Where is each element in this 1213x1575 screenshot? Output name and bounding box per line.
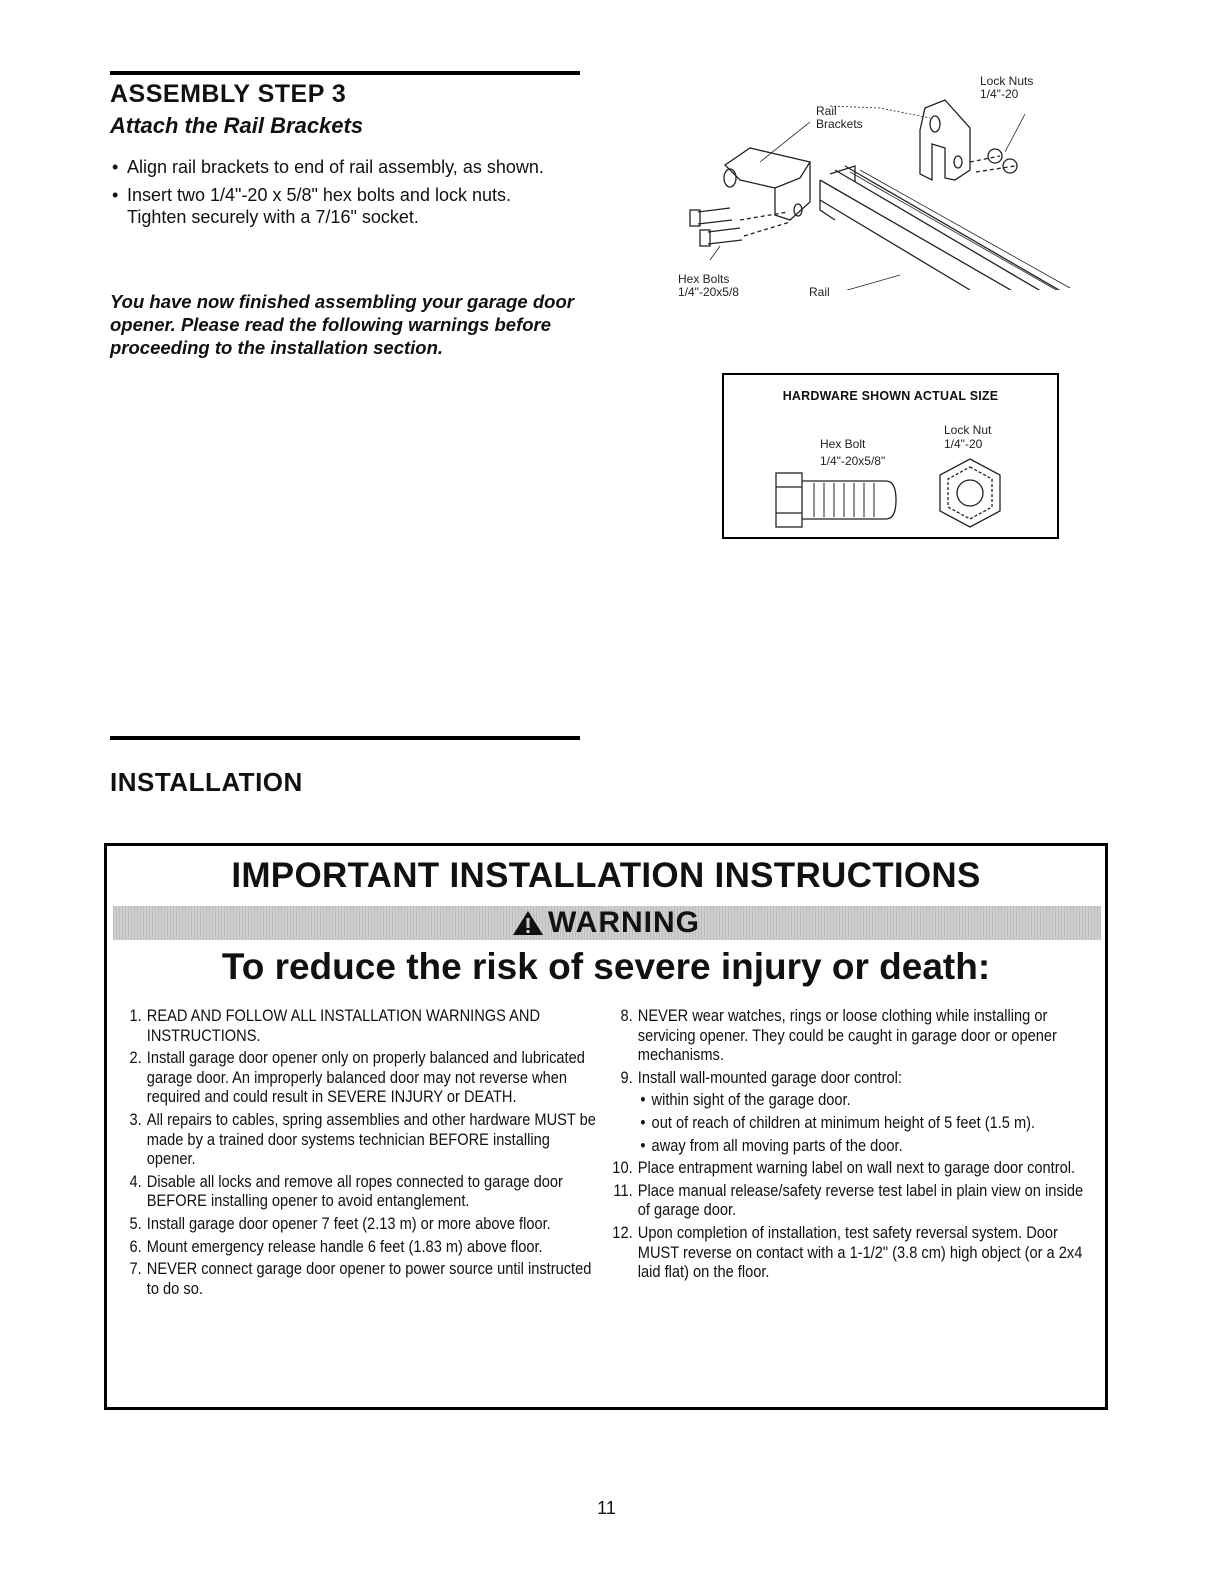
lock-nut-drawing (930, 455, 1010, 535)
hardware-box (722, 373, 1059, 539)
item-text: Disable all locks and remove all ropes connected to garage door BEFORE installing opener to avoid entanglement. (146, 1171, 563, 1211)
hardware-title: HARDWARE SHOWN ACTUAL SIZE (782, 389, 999, 403)
rail-label: Rail (809, 285, 830, 299)
lock-nut-label: Lock Nut (944, 423, 992, 437)
control-location-bullet: • within sight of the garage door. (612, 1090, 1099, 1110)
hex-bolt-drawing (774, 463, 914, 533)
important-instructions-box (104, 843, 1108, 1410)
rail-bracket-diagram (670, 70, 1090, 299)
item-text: Upon completion of installation, test safety reversal system. Door MUST reverse on contact with a 1-1/2" (3.8 cm) high object (or a 2x4 laid flat) on the floor. (637, 1222, 1083, 1282)
warning-item (612, 1006, 1099, 1065)
right-warnings-column (612, 1006, 1099, 1285)
reduce-risk-heading: To reduce the risk of severe injury or death: (221, 946, 991, 987)
item-text: Install garage door opener only on properly balanced and lubricated garage door. An improperly balanced door may not reverse when required and could result in SEVERE INJURY or DEATH. (146, 1048, 585, 1107)
step-bullet: • Align rail brackets to end of rail assembly, as shown. (110, 156, 550, 178)
item-text: READ AND FOLLOW ALL INSTALLATION WARNINGS AND INSTRUCTIONS. (146, 1006, 541, 1045)
control-location-bullet: • away from all moving parts of the door. (612, 1136, 1099, 1156)
step-title: ASSEMBLY STEP 3 (110, 80, 347, 108)
item-number: 1. (129, 1006, 142, 1025)
rail-bracket-drawing (670, 70, 1090, 290)
item-text: Place entrapment warning label on wall next to garage door control. (637, 1158, 1076, 1178)
item-text: Mount emergency release handle 6 feet (1.83 m) above floor. (146, 1236, 543, 1256)
hex-bolt-label: Hex Bolt (820, 437, 866, 451)
rail-brackets-label: Brackets (816, 117, 863, 131)
warning-item (121, 1214, 601, 1234)
left-warnings-column (121, 1006, 601, 1301)
warning-item (612, 1068, 1099, 1088)
item-number: 5. (129, 1213, 142, 1233)
lock-nut-size: 1/4"-20 (944, 437, 983, 451)
warning-item (121, 1237, 601, 1257)
control-location-bullet: • out of reach of children at minimum height of 5 feet (1.5 m). (612, 1113, 1099, 1133)
step-top-rule (110, 71, 580, 75)
warning-header (107, 906, 1105, 940)
important-title: IMPORTANT INSTALLATION INSTRUCTIONS (231, 856, 981, 895)
item-text: Install wall-mounted garage door control: (637, 1067, 902, 1087)
item-number: 2. (129, 1048, 142, 1068)
lock-nuts-size: 1/4"-20 (980, 87, 1019, 101)
item-number: 6. (129, 1236, 142, 1256)
item-number: 9. (620, 1067, 633, 1087)
rail-brackets-label: Rail (816, 104, 837, 118)
warning-item (121, 1048, 601, 1107)
page-number: 11 (597, 1498, 616, 1518)
item-text: Place manual release/safety reverse test label in plain view on inside of garage door. (637, 1180, 1084, 1220)
step-bullet: • Insert two 1/4"-20 x 5/8" hex bolts and lock nuts. Tighten securely with a 7/16" socket. (110, 184, 550, 228)
warning-label: WARNING (548, 906, 700, 939)
item-number: 10. (612, 1158, 633, 1178)
installation-top-rule (110, 736, 580, 740)
step-subtitle: Attach the Rail Brackets (110, 113, 364, 138)
item-number: 8. (620, 1006, 633, 1025)
item-text: Install garage door opener 7 feet (2.13 m) or more above floor. (146, 1213, 551, 1233)
item-text: NEVER wear watches, rings or loose clothing while installing or servicing opener. They could be caught in garage door or opener mechanisms. (637, 1006, 1057, 1065)
item-number: 7. (129, 1259, 142, 1279)
item-number: 12. (612, 1222, 633, 1242)
item-number: 3. (129, 1109, 142, 1129)
warning-item (121, 1006, 601, 1045)
item-text: All repairs to cables, spring assemblies and other hardware MUST be made by a trained door systems technician BEFORE installing opener. (146, 1109, 596, 1169)
hex-bolts-size: 1/4"-20x5/8 (678, 285, 739, 299)
warning-item (612, 1181, 1099, 1220)
warning-item (612, 1158, 1099, 1178)
item-number: 11. (613, 1180, 633, 1200)
item-number: 4. (129, 1171, 142, 1191)
warning-item (121, 1259, 601, 1298)
warning-item (121, 1172, 601, 1211)
hex-bolt-size: 1/4"-20x5/8" (820, 454, 886, 468)
warning-item (121, 1110, 601, 1169)
hex-bolts-label: Hex Bolts (678, 272, 730, 286)
step-bullets (110, 156, 550, 234)
installation-heading: INSTALLATION (110, 767, 303, 797)
warning-triangle-icon (512, 909, 544, 937)
step-note: You have now finished assembling your garage door opener. Please read the following warnings before proceeding to the installation section. (110, 291, 574, 358)
warning-item (612, 1223, 1099, 1282)
item-text: NEVER connect garage door opener to power source until instructed to do so. (146, 1259, 592, 1298)
lock-nuts-label: Lock Nuts (980, 74, 1034, 88)
